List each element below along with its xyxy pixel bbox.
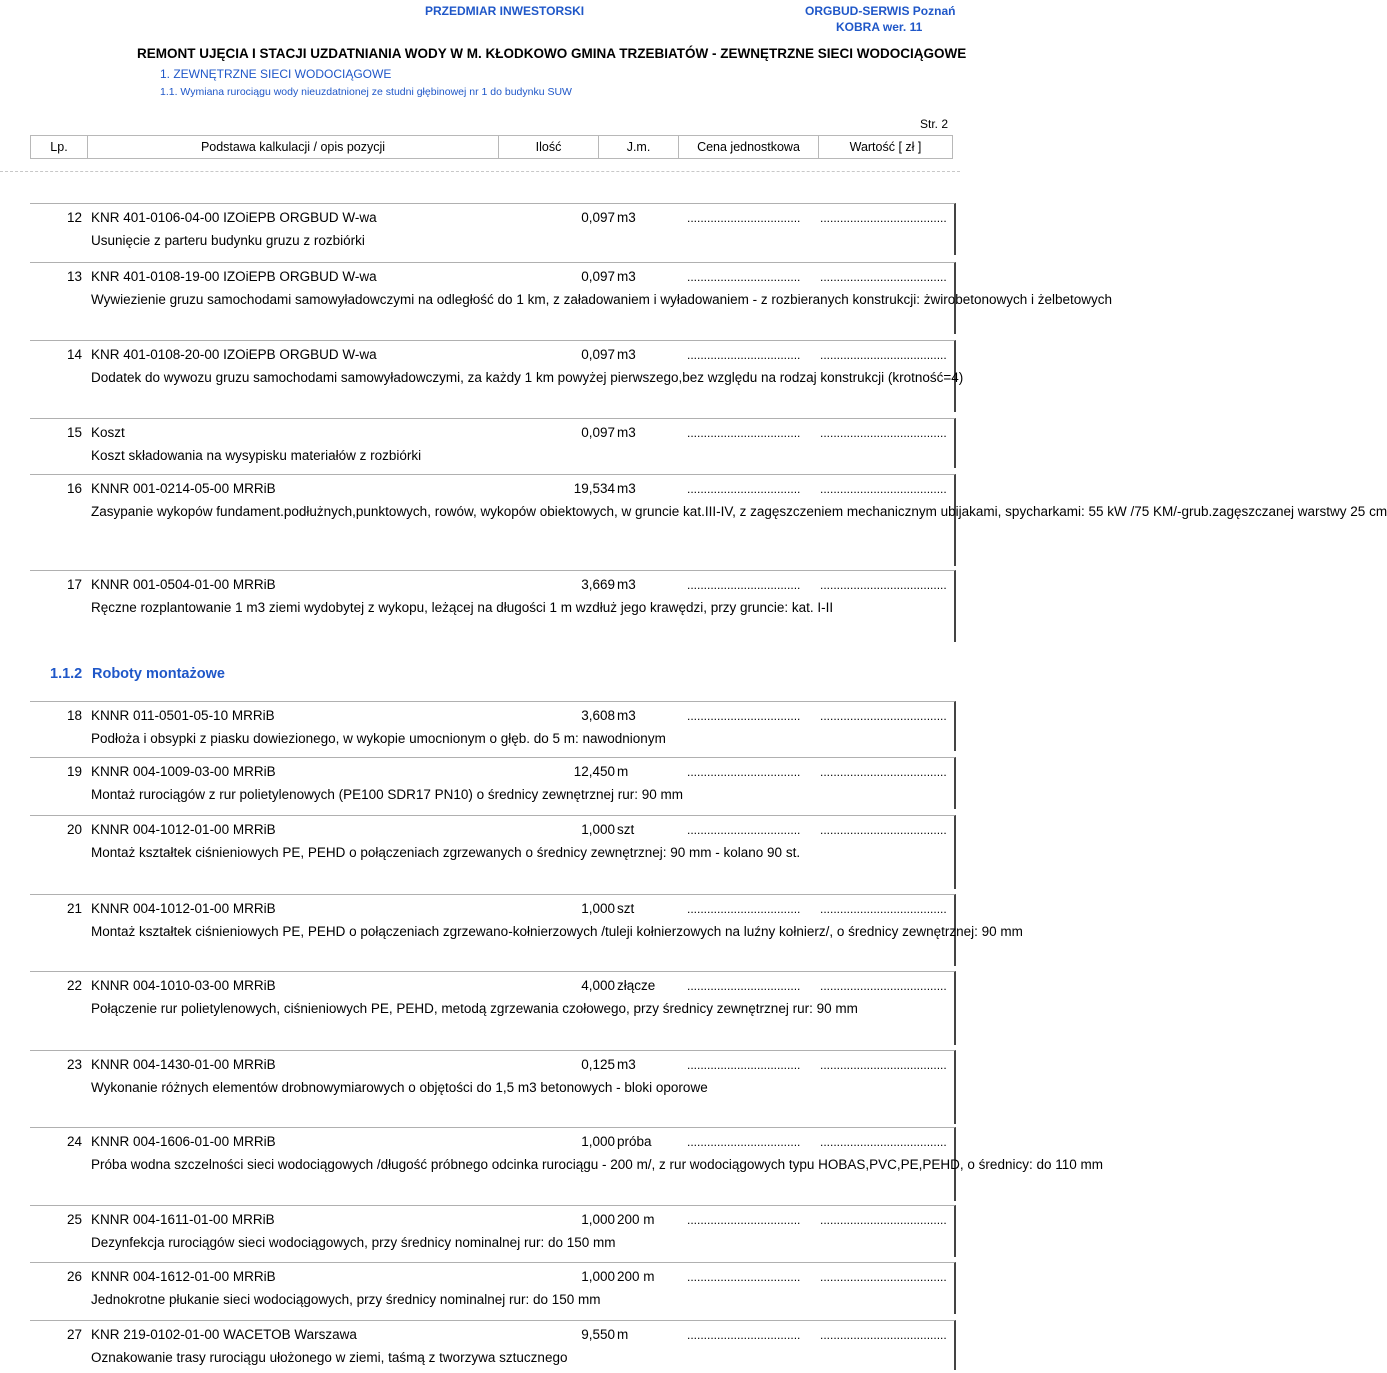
item-basis-code: KNR 401-0106-04-00 IZOiEPB ORGBUD W-wa [91,210,377,225]
item-unit: złącze [617,978,656,993]
item-value-placeholder: ...................................... [820,578,947,592]
item-row [30,340,964,412]
item-row [30,262,1113,334]
item-quantity: 1,000 [581,1269,615,1284]
item-price-placeholder: .................................. [687,348,801,362]
item-unit: szt [617,822,635,837]
item-price-placeholder: .................................. [687,1135,801,1149]
item-quantity: 4,000 [581,978,615,993]
column-lp: Lp. [31,136,88,158]
item-unit: m [617,1327,629,1342]
item-quantity: 0,125 [581,1057,615,1072]
item-description: Dodatek do wywozu gruzu samochodami samowyładowczymi, za każdy 1 km powyżej pierwszego,bez względu na rodzaj konstrukcji (krotność=4) [91,370,964,385]
item-row [30,1050,956,1124]
item-price-placeholder: .................................. [687,1058,801,1072]
column-price: Cena jednostkowa [679,136,819,158]
item-row [30,701,956,751]
item-description: Montaż kształtek ciśnieniowych PE, PEHD o połączeniach zgrzewano-kołnierzowych /tuleji kołnierzowych na luźny kołnierz/, o średnicy zewnętrznej: 90 mm [91,924,1023,939]
item-basis-code: KNNR 004-1010-03-00 MRRiB [91,978,276,993]
document-type-title: PRZEDMIAR INWESTORSKI [425,4,585,18]
item-description: Dezynfekcja rurociągów sieci wodociągowych, przy średnicy nominalnej rur: do 150 mm [91,1235,616,1250]
item-quantity: 1,000 [581,901,615,916]
item-row [30,418,956,468]
column-value: Wartość [ zł ] [849,140,922,154]
item-unit: m3 [617,1057,636,1072]
item-value-placeholder: ...................................... [820,270,947,284]
item-unit: m3 [617,481,636,496]
item-unit: szt [617,901,635,916]
item-description: Oznakowanie trasy rurociągu ułożonego w ziemi, taśmą z tworzywa sztucznego [91,1350,568,1365]
item-number: 18 [66,708,82,723]
item-unit: m3 [617,269,636,284]
item-basis-code: KNNR 004-1611-01-00 MRRiB [91,1212,275,1227]
item-price-placeholder: .................................. [687,578,801,592]
item-description: Ręczne rozplantowanie 1 m3 ziemi wydobytej z wykopu, leżącej na długości 1 m wzdłuż jego krawędzi, przy gruncie: kat. I-II [91,600,834,615]
item-description: Zasypanie wykopów fundament.podłużnych,punktowych, rowów, wykopów obiektowych, w gruncie kat.III-IV, z zagęszczeniem mechanicznym ubijakami, spycharkami: 55 kW /75 KM/-grub.zagęszczanej warstwy 25 cm [91,504,1387,519]
item-unit: m3 [617,347,636,362]
item-basis-code: KNNR 004-1012-01-00 MRRiB [91,822,276,837]
item-number: 24 [66,1134,82,1149]
company-name: ORGBUD-SERWIS Poznań [805,4,956,18]
item-row [30,1205,956,1257]
item-value-placeholder: ...................................... [820,1135,947,1149]
item-value-placeholder: ...................................... [820,765,947,779]
item-unit: m3 [617,425,636,440]
item-value-placeholder: ...................................... [820,823,947,837]
item-number: 26 [66,1269,82,1284]
item-unit: 200 m [617,1269,655,1284]
item-price-placeholder: .................................. [687,765,801,779]
item-row [30,815,956,889]
item-number: 19 [66,764,82,779]
item-unit: m3 [617,708,636,723]
item-description: Usunięcie z parteru budynku gruzu z rozbiórki [91,233,365,248]
column-qty: Ilość [499,136,599,158]
item-quantity: 1,000 [581,1212,615,1227]
item-quantity: 0,097 [581,269,615,284]
item-value-placeholder: ...................................... [820,1213,947,1227]
item-number: 20 [66,822,82,837]
item-price-placeholder: .................................. [687,902,801,916]
item-basis-code: KNNR 004-1430-01-00 MRRiB [91,1057,276,1072]
item-description: Wywiezienie gruzu samochodami samowyładowczymi na odległość do 1 km, z załadowaniem i wyładowaniem - z rozbieranych konstrukcji: żwirobetonowych i żelbetowych [91,292,1113,307]
subsection-title: Roboty montażowe [92,666,225,682]
item-value-placeholder: ...................................... [820,1270,947,1284]
item-quantity: 0,097 [581,347,615,362]
item-unit: m [617,764,629,779]
item-number: 15 [66,425,82,440]
item-description: Montaż kształtek ciśnieniowych PE, PEHD o połączeniach zgrzewanych o średnicy zewnętrznej: 90 mm - kolano 90 st. [91,845,801,860]
item-row [30,203,956,255]
column-basis: Podstawa kalkulacji / opis pozycji [88,136,499,158]
item-row [30,971,956,1045]
item-number: 22 [66,978,82,993]
item-value-placeholder: ...................................... [820,902,947,916]
item-number: 14 [66,347,82,362]
item-quantity: 3,608 [581,708,615,723]
item-unit: m3 [617,210,636,225]
item-basis-code: KNR 401-0108-20-00 IZOiEPB ORGBUD W-wa [91,347,377,362]
item-description: Jednokrotne płukanie sieci wodociągowych, przy średnicy nominalnej rur: do 150 mm [91,1292,601,1307]
item-number: 16 [66,481,82,496]
item-row [30,1320,956,1370]
item-quantity: 19,534 [573,481,615,496]
item-value-placeholder: ...................................... [820,211,947,225]
item-price-placeholder: .................................. [687,979,801,993]
item-basis-code: KNNR 001-0214-05-00 MRRiB [91,481,276,496]
item-price-placeholder: .................................. [687,1328,801,1342]
item-row [30,757,956,809]
item-basis-code: KNNR 004-1012-01-00 MRRiB [91,901,276,916]
column-unit: J.m. [599,136,679,158]
item-price-placeholder: .................................. [687,482,801,496]
item-basis-code: KNNR 004-1009-03-00 MRRiB [91,764,276,779]
item-basis-code: KNNR 011-0501-05-10 MRRiB [91,708,275,723]
item-row [30,570,956,642]
item-value-placeholder: ...................................... [820,348,947,362]
item-description: Podłoża i obsypki z piasku dowiezionego, w wykopie umocnionym o głęb. do 5 m: nawodnionym [91,731,666,746]
item-value-placeholder: ...................................... [820,979,947,993]
item-price-placeholder: .................................. [687,823,801,837]
item-basis-code: KNR 219-0102-01-00 WACETOB Warszawa [91,1327,357,1342]
item-unit: 200 m [617,1212,655,1227]
item-basis-code: KNNR 001-0504-01-00 MRRiB [91,577,276,592]
item-number: 21 [66,901,82,916]
item-number: 25 [66,1212,82,1227]
subsection-number: 1.1.2 [50,666,83,682]
item-price-placeholder: .................................. [687,1213,801,1227]
item-quantity: 3,669 [581,577,615,592]
item-value-placeholder: ...................................... [820,482,947,496]
item-number: 17 [66,577,82,592]
item-description: Koszt składowania na wysypisku materiałów z rozbiórki [91,448,422,463]
item-basis-code: Koszt [91,425,125,440]
header-divider [0,171,960,172]
item-unit: próba [617,1134,652,1149]
item-basis-code: KNR 401-0108-19-00 IZOiEPB ORGBUD W-wa [91,269,377,284]
item-description: Próba wodna szczelności sieci wodociągowych /długość próbnego odcinka rurociągu - 200 m/, z rur wodociągowych typu HOBAS,PVC,PE,PEHD, o średnicy: do 110 mm [91,1157,1103,1172]
item-description: Montaż rurociągów z rur polietylenowych (PE100 SDR17 PN10) o średnicy zewnętrznej rur: 90 mm [91,787,683,802]
software-version: KOBRA wer. 11 [836,20,923,34]
item-price-placeholder: .................................. [687,211,801,225]
page-number: Str. 2 [919,117,948,131]
project-title: REMONT UJĘCIA I STACJI UZDATNIANIA WODY W M. KŁODKOWO GMINA TRZEBIATÓW - ZEWNĘTRZNE SIECI WODOCIĄGOWE [137,46,967,61]
item-price-placeholder: .................................. [687,1270,801,1284]
item-number: 13 [66,269,82,284]
column-header-row [30,135,953,159]
item-quantity: 1,000 [581,1134,615,1149]
item-value-placeholder: ...................................... [820,426,947,440]
item-row [30,1262,956,1314]
item-quantity: 9,550 [581,1327,615,1342]
item-number: 12 [66,210,82,225]
item-basis-code: KNNR 004-1612-01-00 MRRiB [91,1269,276,1284]
item-basis-code: KNNR 004-1606-01-00 MRRiB [91,1134,276,1149]
subsection-heading: 1.1. Wymiana rurociągu wody nieuzdatnionej ze studni głębinowej nr 1 do budynku SUW [160,86,572,98]
section-heading: 1. ZEWNĘTRZNE SIECI WODOCIĄGOWE [160,67,392,81]
item-value-placeholder: ...................................... [820,1058,947,1072]
item-unit: m3 [617,577,636,592]
item-description: Połączenie rur polietylenowych, ciśnieniowych PE, PEHD, metodą zgrzewania czołowego, przy średnicy zewnętrznej rur: 90 mm [91,1001,858,1016]
item-row [30,894,1023,966]
item-price-placeholder: .................................. [687,270,801,284]
item-price-placeholder: .................................. [687,709,801,723]
item-description: Wykonanie różnych elementów drobnowymiarowych o objętości do 1,5 m3 betonowych - bloki oporowe [91,1080,708,1095]
item-quantity: 1,000 [581,822,615,837]
item-row [30,474,1387,566]
item-quantity: 0,097 [581,425,615,440]
item-number: 23 [66,1057,82,1072]
item-row [30,1127,1103,1201]
item-number: 27 [66,1327,82,1342]
item-price-placeholder: .................................. [687,426,801,440]
item-quantity: 0,097 [581,210,615,225]
item-quantity: 12,450 [573,764,615,779]
item-value-placeholder: ...................................... [820,1328,947,1342]
item-value-placeholder: ...................................... [820,709,947,723]
